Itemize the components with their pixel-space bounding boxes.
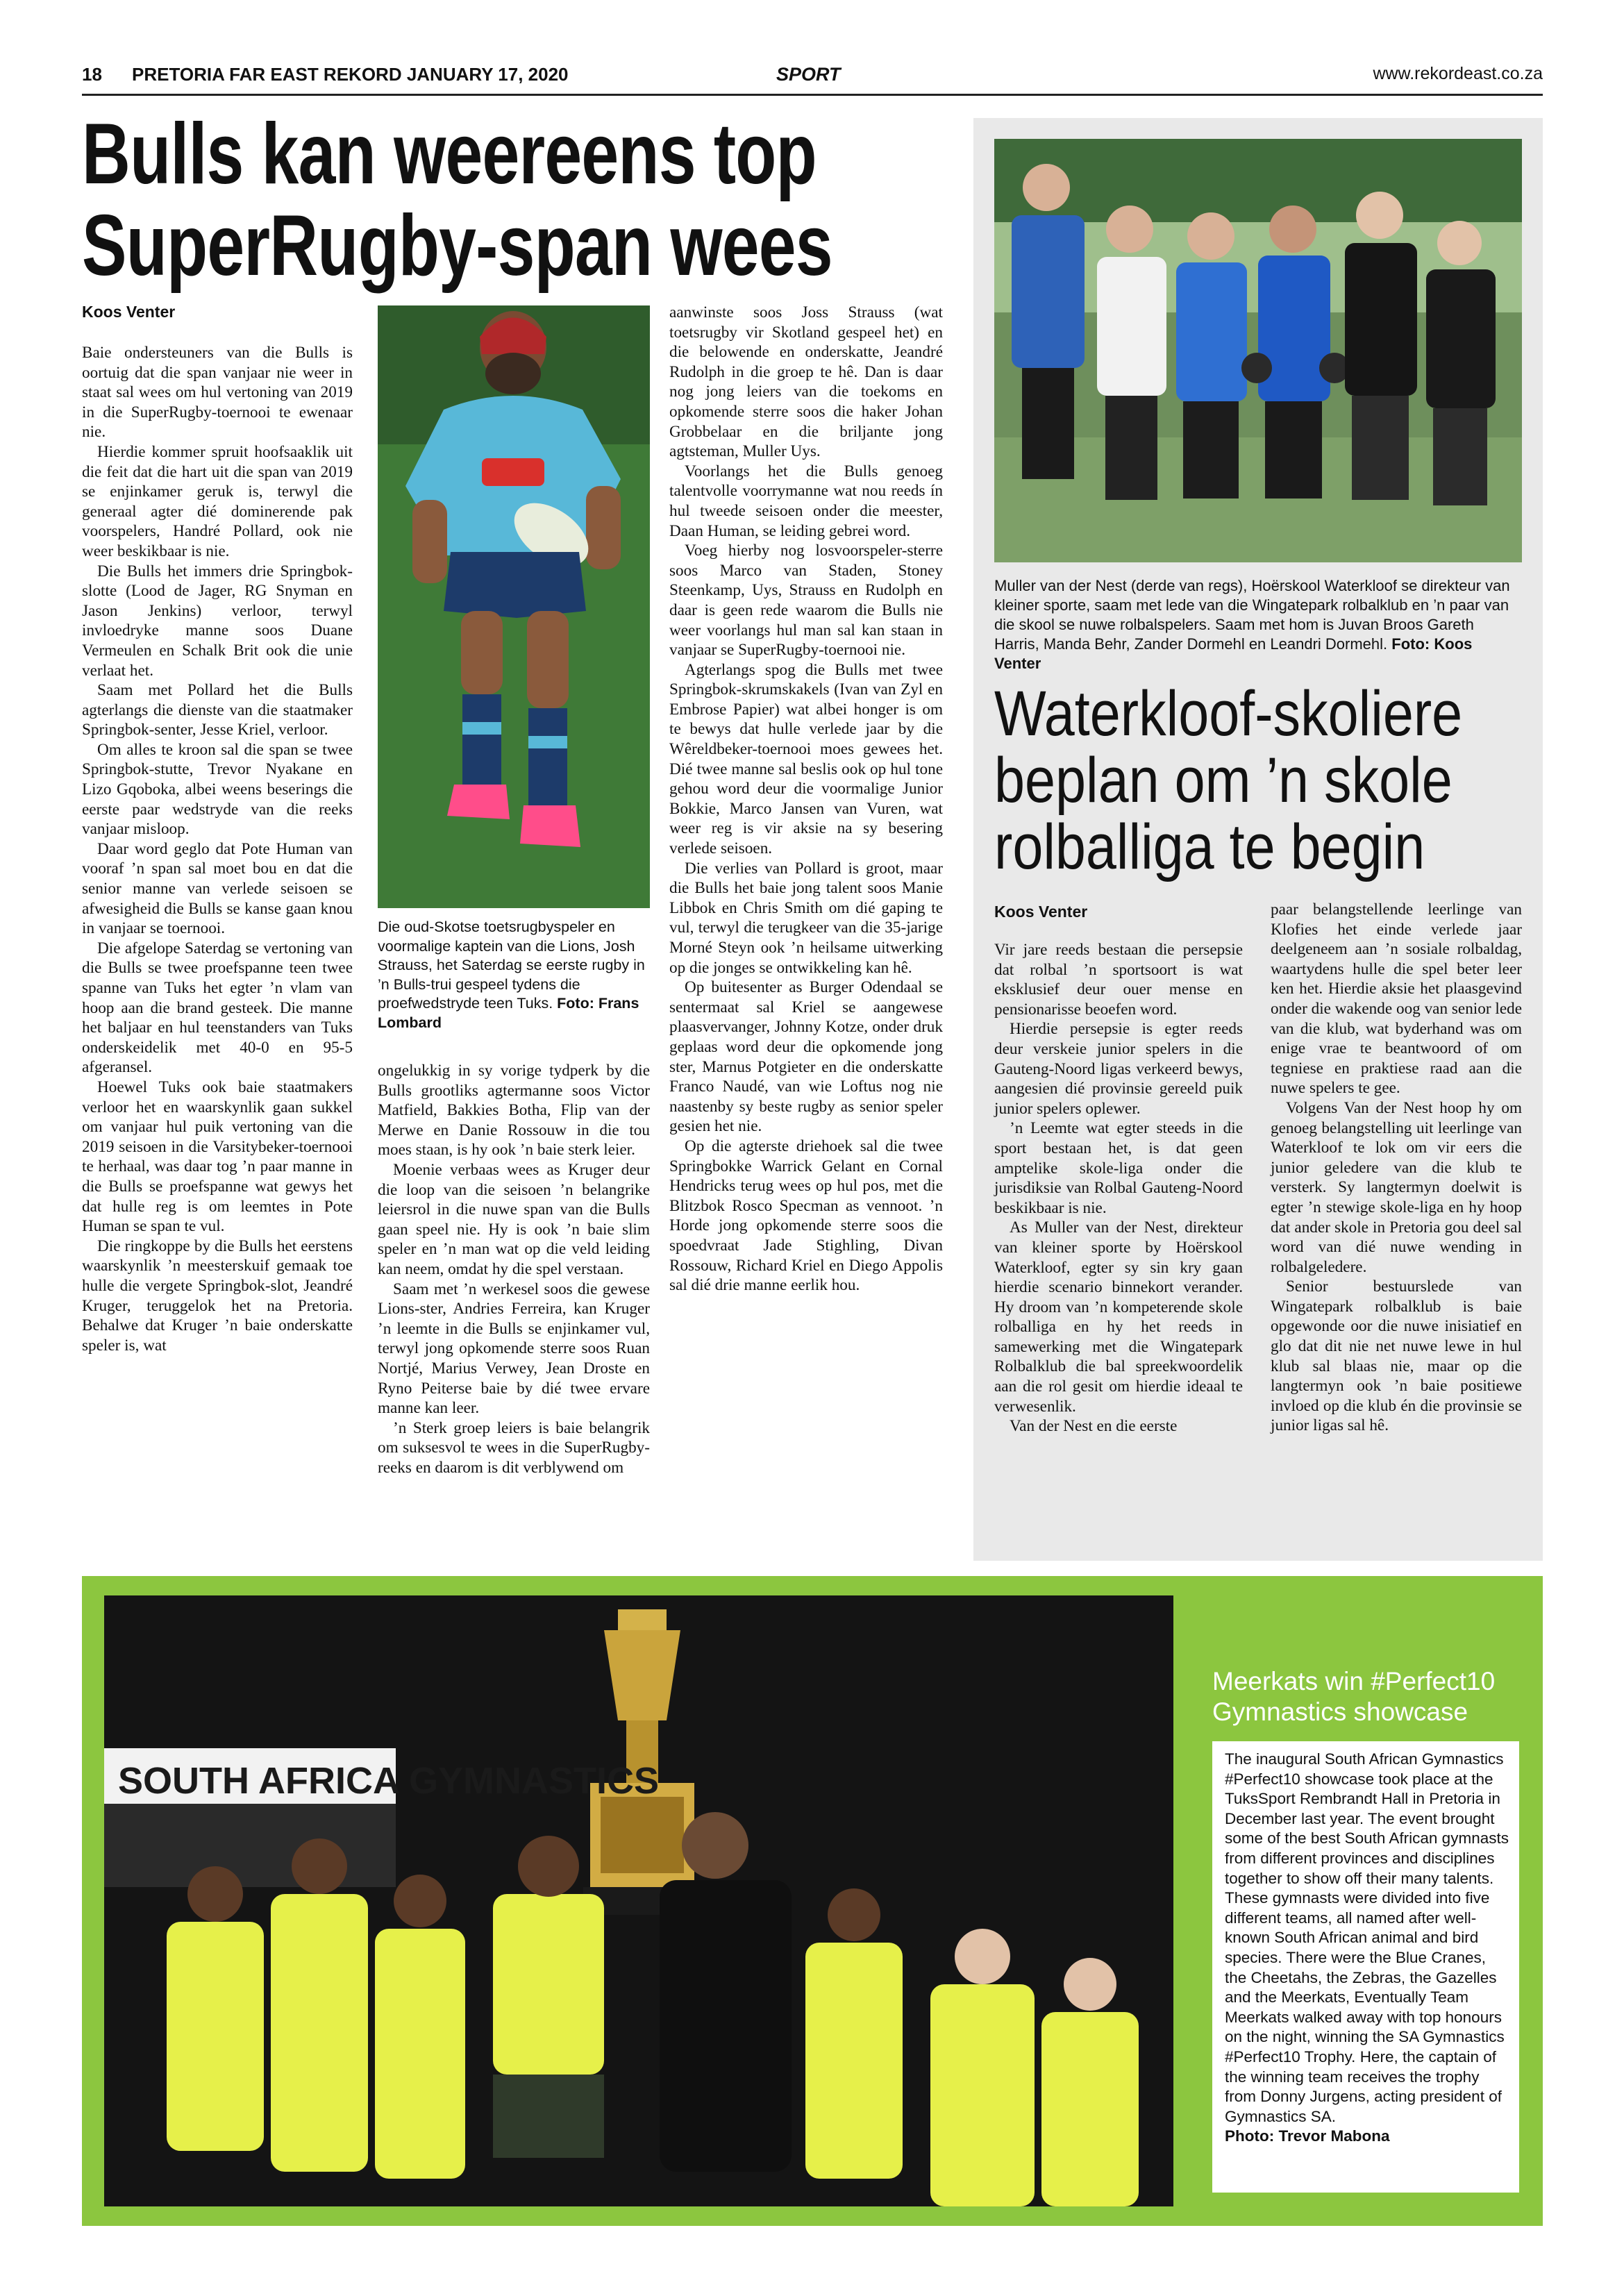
paragraph: Saam met Pollard het die Bulls agterlangs die dienste van die staatmaker Springbok-senter, Jesse Kriel, verloor.	[82, 681, 353, 739]
paragraph: Op buitesenter as Burger Odendaal se sentermaat sal Kriel se aangewese plaasvervanger, Johnny Kotze, onder druk geplaas word deur die opkomende jong ster, Marnus Potgieter en die onderskatte Franco Naudé, van wie Loftus nog nie naastenby sy beste rugby as senior speler gesien het nie.	[669, 978, 943, 1136]
paragraph: Vir jare reeds bestaan die persepsie dat rolbal ’n sportsoort is wat eksklusief deur ouer mense en pensionarisse beoefen word.	[994, 941, 1243, 1019]
photo-credit: Foto: Koos Venter	[994, 635, 1473, 672]
paragraph: Om alles te kroon sal die span se twee Springbok-stutte, Trevor Nyakane en Lizo Gqoboka, albei weens beserings die eerste paar wedstryde van die reeks vanjaar misloop.	[82, 740, 353, 839]
paragraph: Op die agterste driehoek sal die twee Springbokke Warrick Gelant en Cornal Hendricks terug wees op hul pos, met die Blitzbok Rosco Specman as vennoot. ’n Horde jong opkomende sterre soos die spoedvraat Jade Stighling, Divan Rossouw, Richard Kriel en Diego Appolis sal dié drie manne eerlik hou.	[669, 1137, 943, 1295]
gymnastics-headline-line2: Gymnastics showcase	[1212, 1698, 1468, 1726]
bulls-column-1	[82, 343, 353, 1355]
gymnastics-banner-text: SOUTH AFRICA GYMNASTICS	[118, 1760, 659, 1802]
rugby-player-photo	[378, 305, 650, 908]
bowls-photo-caption	[994, 576, 1522, 673]
gymnastics-illustration	[104, 1595, 1173, 2206]
waterkloof-headline-line2: beplan om ’n skole	[994, 745, 1453, 816]
paragraph: Senior bestuurslede van Wingatepark rolbalklub is baie opgewonde oor die nuwe inisiatief en glo dat dit nie net nuwe lewe in hul klub sal blaas nie, maar op die langtermyn ook ’n baie positiewe invloed op die klub én die provinsie se junior ligas sal hê.	[1271, 1277, 1522, 1435]
paragraph: Daar word geglo dat Pote Human van vooraf ’n span sal moet bou en dat die senior manne van verlede seisoen se afwesigheid die Bulls se kanse gaan knou in vanjaar se toernooi.	[82, 839, 353, 938]
publication-line: PRETORIA FAR EAST REKORD JANUARY 17, 2020	[132, 64, 569, 85]
gymnastics-body	[1225, 1750, 1509, 2147]
waterkloof-headline	[994, 680, 1462, 880]
bulls-column-2	[378, 1061, 650, 1477]
rugby-player-illustration	[378, 305, 650, 908]
paragraph: Die afgelope Saterdag se vertoning van die Bulls se twee proefspanne teen twee spanne van Tuks het egter ’n vlam van hoop aan die brand gesteek. Die manne het baljaar en hul teenstanders van Tuks onderskeidelik met 40-0 en 95-5 afgeransel.	[82, 939, 353, 1077]
gymnastics-headline	[1212, 1666, 1495, 1727]
paragraph: Saam met ’n werkesel soos die gewese Lions-ster, Andries Ferreira, kan Kruger ’n leemte in die Bulls se enjinkamer vul, terwyl jong opkomende sterre soos Ruan Nortjé, Marius Verwey, Jean Droste en Ryno Peiterse baie by dié twee ervare manne kan leer.	[378, 1280, 650, 1418]
paragraph: Voeg hierby nog losvoorspeler-sterre soos Marco van Staden, Stoney Steenkamp, Uys, Strauss en Rudolph en daar is geen rede waarom die Bulls nie weer voorlangs hul man sal kan staan in vanjaar se SuperRugby-toernooi nie.	[669, 542, 943, 660]
rugby-photo-caption	[378, 918, 650, 1032]
paragraph: Hoewel Tuks ook baie staatmakers verloor het en waarskynlik gaan sukkel om vanjaar hul puik vertoning van die 2019 seisoen in die Varsitybeker-toernooi te herhaal, was daar tog ’n paar manne in die Bulls se proefspanne wat gewys het dat hulle reg is om leemtes in Pote Human se span te vul.	[82, 1078, 353, 1236]
paragraph: ’n Sterk groep leiers is baie belangrik om suksesvol te wees in die SuperRugby-reeks en daarom is dit verblywend om	[378, 1418, 650, 1477]
paragraph: aanwinste soos Joss Strauss (wat toetsrugby vir Skotland gespeel het) en die belowende en onderskatte, Jeandré Rudolph in die groep te hê. Dan is daar nog jong leiers van die toekoms en opkomende sterre soos die haker Johan Grobbelaar en die briljante jong agtsteman, Muller Uys.	[669, 303, 943, 461]
gymnastics-body-text: The inaugural South African Gymnastics #Perfect10 showcase took place at the TuksSport Rembrandt Hall in Pretoria in December last year. The event brought some of the best South African gymnasts from different provinces and disciplines together to show off their many talents. These gymnasts were divided into five different teams, all named after well-known South African animal and bird species. There were the Blue Cranes, the Cheetahs, the Zebras, the Gazelles and the Meerkats, Eventually Team Meerkats walked away with top honours on the night, winning the SA Gymnastics #Perfect10 Trophy. Here, the captain of the winning team receives the trophy from Donny Jurgens, acting president of Gymnastics SA.	[1225, 1750, 1509, 2125]
page-number: 18	[82, 64, 102, 85]
website-link[interactable]: www.rekordeast.co.za	[1373, 64, 1543, 83]
paragraph: Moenie verbaas wees as Kruger deur die loop van die seisoen ’n belangrike leiersrol in die nuwe span van die Bulls gaan speel nie. Hy is ook ’n baie slim speler en ’n man wat op die veld leiding kan neem, omdat hy die spel verstaan.	[378, 1160, 650, 1278]
paragraph: Die Bulls het immers drie Springbok-slotte (Lood de Jager, RG Snyman en Jason Jenkins) verloor, terwyl invloedryke manne soos Duane Vermeulen en Schalk Brit ook die unie verlaat het.	[82, 562, 353, 680]
paragraph: Van der Nest en die eerste	[1010, 1417, 1178, 1436]
bulls-headline	[82, 108, 832, 292]
gymnastics-trophy-photo	[104, 1595, 1173, 2206]
paragraph: ’n Leemte wat egter steeds in die sport bestaan het, is dat geen amptelike skole-liga onder die jurisdiksie van Rolbal Gauteng-Noord beskikbaar is nie.	[994, 1119, 1243, 1217]
bowls-group-photo	[994, 139, 1522, 562]
waterkloof-column-2	[1271, 900, 1522, 1436]
paragraph: Hierdie persepsie is egter reeds deur verskeie junior spelers in die Gauteng-Noord ligas verkeerd bewys, aangesien dié provinsie gereeld puik junior spelers oplewer.	[994, 1020, 1243, 1118]
bulls-column-3	[669, 303, 943, 1296]
paragraph: Agterlangs spog die Bulls met twee Springbok-skrumskakels (Ivan van Zyl en Embrose Papier) wat albei honger is om te bewys dat hulle verlede jaar by die Wêreldbeker-toernooi moes gewees het. Dié twee manne sal beslis ook op hul tone gehou word deur die voormalige Junior Bokkie, Marco Jansen van Vuren, wat weer reg is vir aksie na sy besering verlede seisoen.	[669, 660, 943, 858]
paragraph: ongelukkig in sy vorige tydperk by die Bulls grootliks agtermanne soos Victor Matfield, Bakkies Botha, Flip van der Merwe en Danie Rossouw in die tou moes staan, is hy ook ’n baie sterk leier.	[378, 1062, 650, 1159]
waterkloof-headline-line1: Waterkloof-skoliere	[994, 678, 1463, 749]
gymnastics-headline-line1: Meerkats win #Perfect10	[1212, 1667, 1496, 1695]
bulls-headline-line1: Bulls kan weereens top	[82, 106, 817, 202]
photo-credit: Foto: Frans Lombard	[378, 995, 639, 1031]
page-header	[82, 64, 1543, 92]
waterkloof-byline: Koos Venter	[994, 903, 1088, 921]
paragraph: Voorlangs het die Bulls genoeg talentvolle voorrymanne wat nou reeds ín hul tweede seisoen onder die meester, Daan Human, se leiding gebrei word.	[669, 462, 943, 540]
bulls-headline-line2: SuperRugby-span wees	[82, 198, 832, 294]
waterkloof-column-1	[994, 940, 1243, 1436]
header-rule	[82, 94, 1543, 96]
paragraph: Hierdie kommer spruit hoofsaaklik uit die feit dat die hart uit die span van 2019 se enjinkamer geruk is, terwyl die generaal agter dié dominerende pak voorspelers, Handré Pollard, ook nie weer beskikbaar is nie.	[82, 442, 353, 560]
paragraph: Volgens Van der Nest hoop hy om genoeg belangstelling uit leerlinge van Waterkloof te lok om vir eers die junior geledere van die klub te versterk. Sy langtermyn doelwit is egter ’n stewige skole-liga en hy hoop dat ander skole in Pretoria gou deel sal word van dié nuwe wending in rolbalgeledere.	[1271, 1098, 1522, 1276]
waterkloof-headline-line3: rolballiga te begin	[994, 812, 1425, 882]
paragraph: Die ringkoppe by die Bulls het eerstens waarskynlik ’n meesterskuif gemaak toe hulle die vergete Springbok-slot, Jeandré Kruger, teruggelok het na Pretoria. Behalwe dat Kruger ’n baie onderskatte speler is, wat	[82, 1237, 353, 1355]
caption-text: Die oud-Skotse toetsrugbyspeler en voormalige kaptein van die Lions, Josh Strauss, het Saterdag se eerste rugby in ’n Bulls-trui gespeel tydens die proefwedstryde teen Tuks.	[378, 919, 645, 1012]
paragraph: Die verlies van Pollard is groot, maar die Bulls het baie jong talent soos Manie Libbok en Chris Smith om dié gaping te vul, terwyl die terugkeer van die 35-jarige Morné Steyn ook ’n heilsame uitwerking op die jonges se ontwikkeling kan hê.	[669, 859, 943, 977]
paragraph: paar belangstellende leerlinge van Klofies het einde verlede jaar deelgeneem aan ’n sosiale rolbaldag, waartydens hulle die spel beter leer ken het. Hierdie aksie het plaasgevind onder die wakende oog van senior lede van die klub, wat byderhand was om enige vrae te beantwoord of om tegniese en praktiese raad aan die nuwe spelers te gee.	[1271, 900, 1522, 1098]
caption-text: Muller van der Nest (derde van regs), Hoërskool Waterkloof se direkteur van kleiner sporte, saam met lede van die Wingatepark rolbalklub en ’n paar van die skool se nuwe rolbalspelers. Saam met hom is Juvan Broos Gareth Harris, Manda Behr, Zander Dormehl en Leandri Dormehl.	[994, 577, 1510, 653]
photo-credit: Photo: Trevor Mabona	[1225, 2127, 1390, 2145]
bulls-byline: Koos Venter	[82, 303, 176, 321]
paragraph: Baie ondersteuners van die Bulls is oortuig dat die span vanjaar nie weer in staat sal wees om hul vertoning van 2019 in die SuperRugby-toernooi te ewenaar nie.	[82, 344, 353, 442]
section-label: SPORT	[776, 64, 841, 85]
paragraph: As Muller van der Nest, direkteur van kleiner sporte by Hoërskool Waterkloof, egter sy sin kry gaan hierdie scenario binnekort verander. Hy droom van ’n kompeterende skole rolballiga en hy het reeds in samewerking met die Wingatepark Rolbalklub die bal spreekwoordelik aan die rol gesit om hierdie ideaal te verwesenlik.	[994, 1218, 1243, 1416]
bowls-group-illustration	[994, 139, 1522, 562]
